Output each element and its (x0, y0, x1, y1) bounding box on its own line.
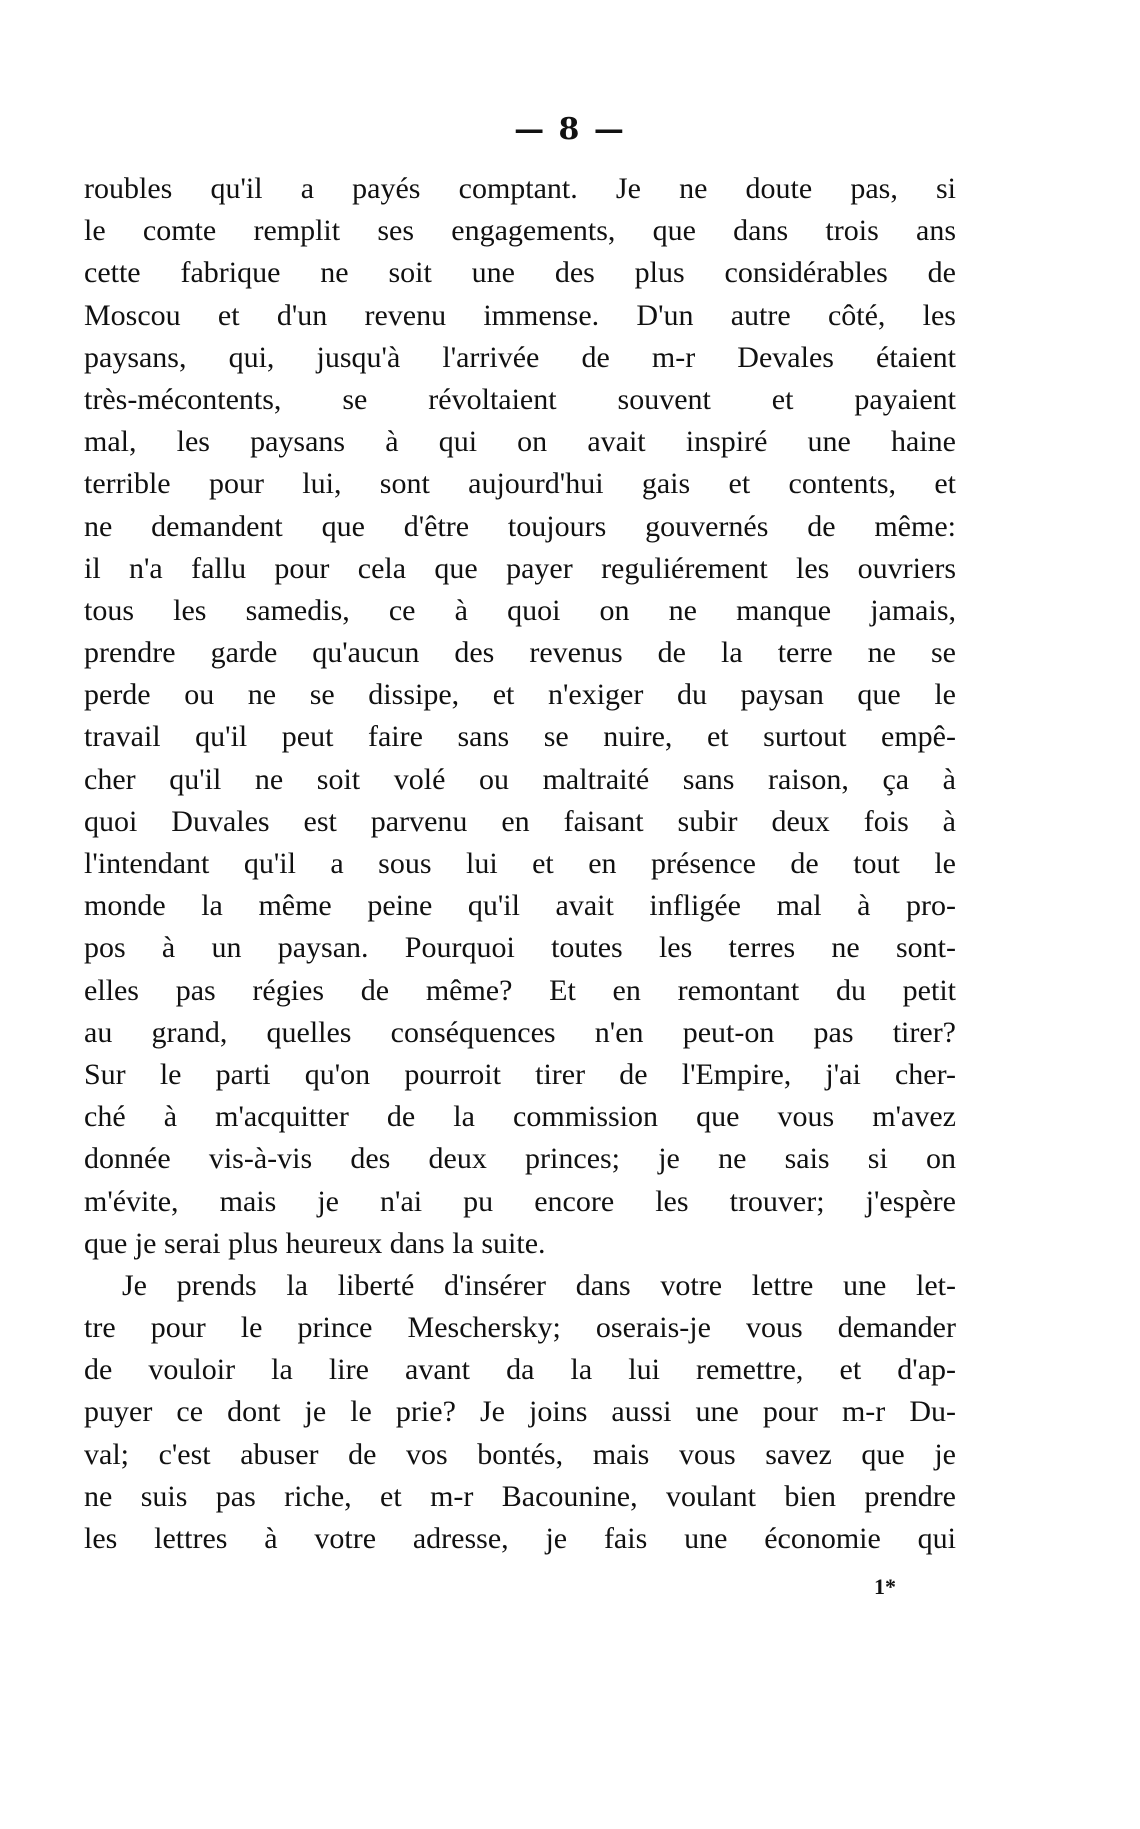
text-line: puyer ce dont je le prie? Je joins aussi une pour m-r Du- (84, 1395, 956, 1429)
text-line: Moscou et d'un revenu immense. D'un autre côté, les (84, 298, 956, 332)
text-line: Je prends la liberté d'insérer dans votre lettre une let- (122, 1268, 956, 1302)
text-line: terrible pour lui, sont aujourd'hui gais et contents, et (84, 467, 956, 501)
text-line: monde la même peine qu'il avait infligée mal à pro- (84, 889, 956, 923)
text-line: quoi Duvales est parvenu en faisant subir deux fois à (84, 804, 956, 838)
text-line: au grand, quelles conséquences n'en peut-on pas tirer? (84, 1015, 956, 1049)
text-line: cette fabrique ne soit une des plus considérables de (84, 256, 956, 290)
text-line: de vouloir la lire avant da la lui remettre, et d'ap- (84, 1353, 956, 1387)
text-line: mal, les paysans à qui on avait inspiré une haine (84, 425, 956, 459)
text-line: cher qu'il ne soit volé ou maltraité sans raison, ça à (84, 762, 956, 796)
signature-mark: 1* (874, 1574, 896, 1599)
text-line: perde ou ne se dissipe, et n'exiger du paysan que le (84, 678, 956, 712)
text-line: ne demandent que d'être toujours gouvernés de même: (84, 509, 956, 543)
text-line: travail qu'il peut faire sans se nuire, et surtout empê- (84, 720, 956, 754)
text-line: très-mécontents, se révoltaient souvent et payaient (84, 382, 956, 416)
text-line: elles pas régies de même? Et en remontant du petit (84, 973, 956, 1007)
text-line: roubles qu'il a payés comptant. Je ne doute pas, si (84, 172, 956, 205)
text-line: prendre garde qu'aucun des revenus de la terre ne se (84, 636, 956, 670)
text-line: ché à m'acquitter de la commission que vous m'avez (84, 1100, 956, 1134)
page-number: — 8 — (514, 112, 626, 147)
text-line: Sur le parti qu'on pourroit tirer de l'Empire, j'ai cher- (84, 1057, 956, 1091)
body-text (84, 168, 956, 1560)
text-line: ne suis pas riche, et m-r Bacounine, voulant bien prendre (84, 1479, 956, 1513)
text-line: il n'a fallu pour cela que payer reguliérement les ouvriers (84, 551, 956, 585)
text-line: que je serai plus heureux dans la suite. (84, 1226, 546, 1260)
text-line: pos à un paysan. Pourquoi toutes les terres ne sont- (84, 931, 956, 965)
text-line: tre pour le prince Meschersky; oserais-je vous demander (84, 1311, 956, 1345)
text-line: donnée vis-à-vis des deux princes; je ne sais si on (84, 1142, 956, 1176)
text-line: val; c'est abuser de vos bontés, mais vous savez que je (84, 1437, 956, 1471)
text-line: tous les samedis, ce à quoi on ne manque jamais, (84, 593, 956, 627)
text-line: les lettres à votre adresse, je fais une économie qui (84, 1522, 956, 1555)
text-line: paysans, qui, jusqu'à l'arrivée de m-r Devales étaient (84, 340, 956, 374)
text-line: m'évite, mais je n'ai pu encore les trouver; j'espère (84, 1184, 956, 1218)
text-line: l'intendant qu'il a sous lui et en présence de tout le (84, 847, 956, 880)
text-line: le comte remplit ses engagements, que dans trois ans (84, 214, 956, 248)
